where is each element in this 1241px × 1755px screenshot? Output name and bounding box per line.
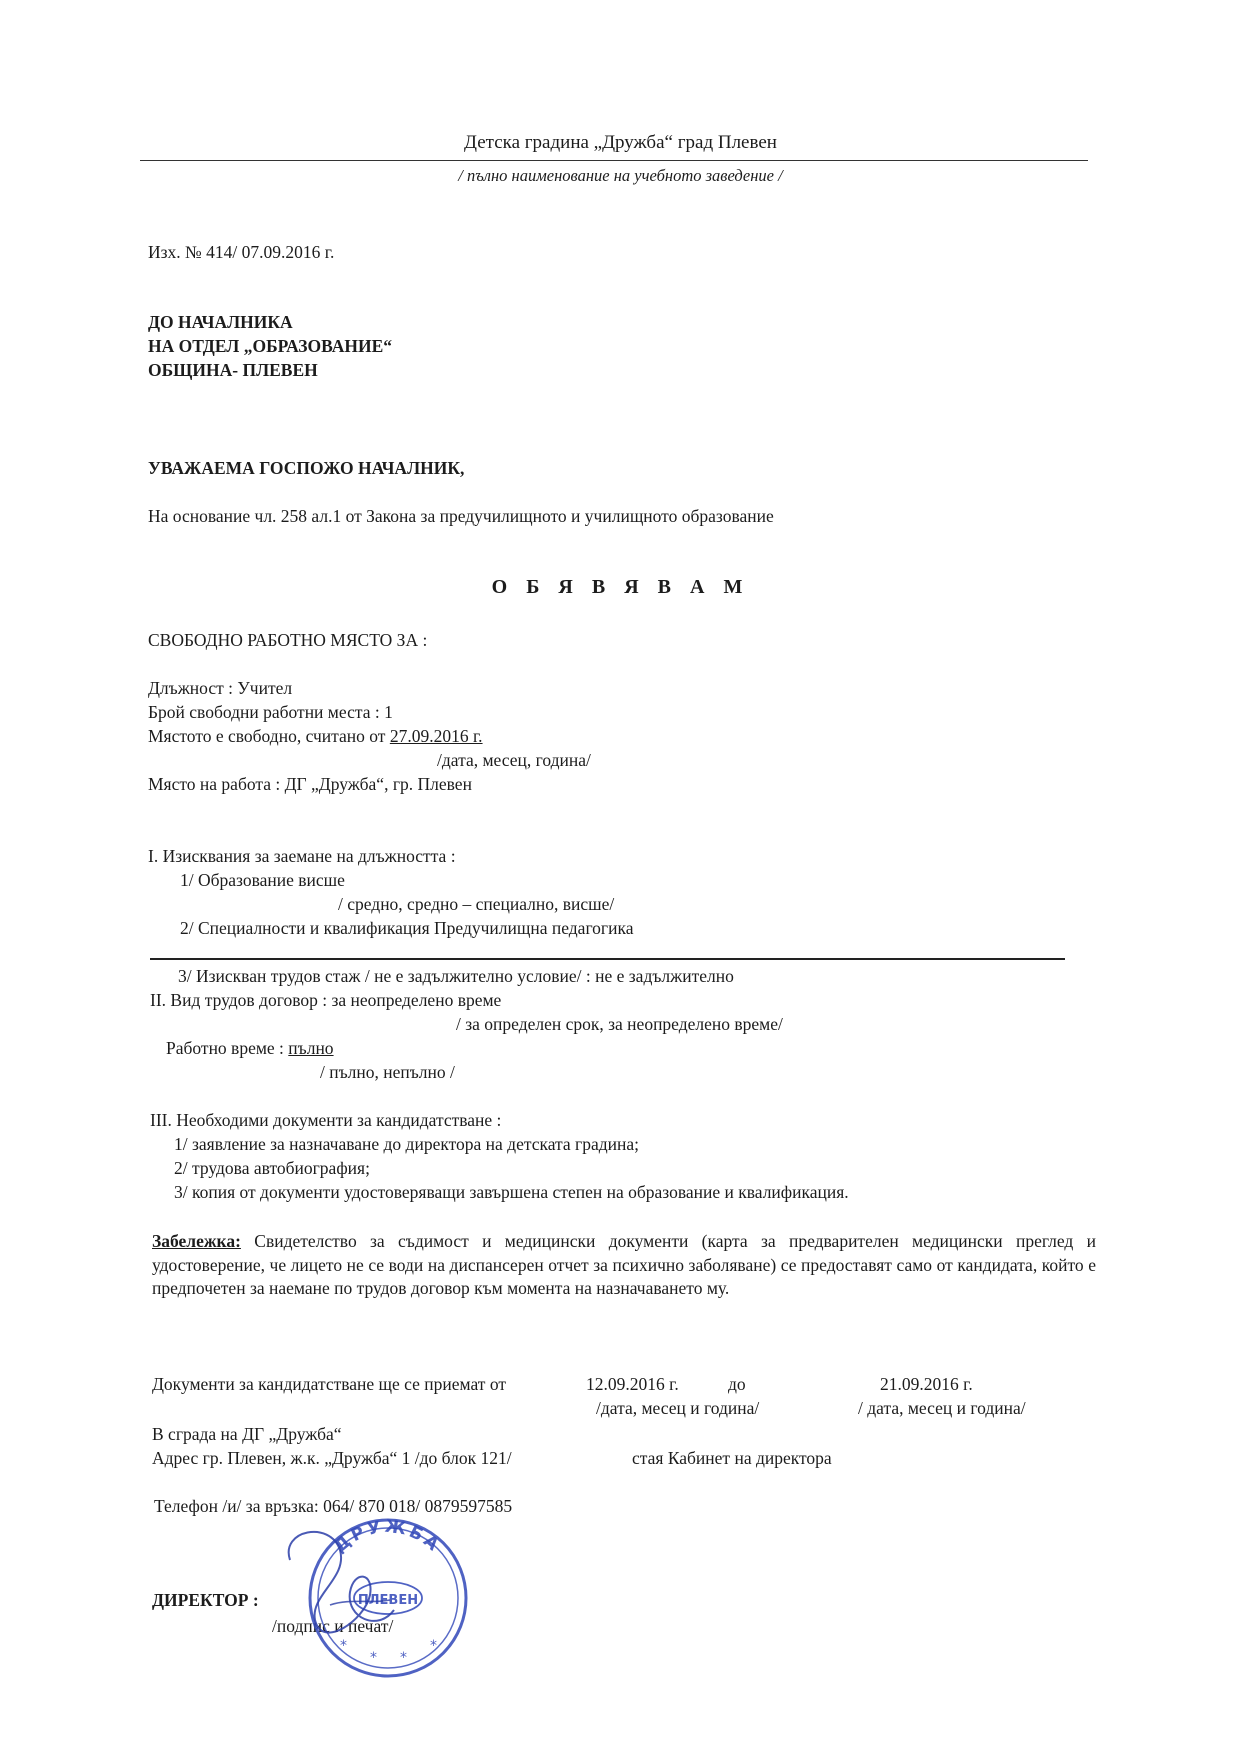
- document-item: 3/ копия от документи удостоверяващи завършена степен на образование и квалификация.: [174, 1182, 849, 1202]
- working-hours-caption: / пълно, непълно /: [320, 1062, 455, 1082]
- submission-from-date: 12.09.2016 г.: [586, 1374, 679, 1394]
- addressee-line-3: ОБЩИНА- ПЛЕВЕН: [148, 360, 318, 380]
- salutation: УВАЖАЕМА ГОСПОЖО НАЧАЛНИК,: [148, 458, 465, 478]
- working-hours-line: [166, 1038, 334, 1059]
- requirement-experience: 3/ Изискван трудов стаж / не е задължително условие/ : не е задължително: [178, 966, 734, 986]
- stamp-seal: [270, 1500, 500, 1680]
- submission-label: Документи за кандидатстване ще се приемат от: [152, 1374, 506, 1394]
- addressee-line-2: НА ОТДЕЛ „ОБРАЗОВАНИЕ“: [148, 336, 392, 356]
- note-paragraph: [152, 1230, 1096, 1301]
- from-date-caption: /дата, месец и година/: [596, 1398, 760, 1418]
- stamp-center-text: ПЛЕВЕН: [357, 1593, 419, 1608]
- education-caption: / средно, средно – специално, висше/: [338, 894, 615, 914]
- contract-type: II. Вид трудов договор : за неопределено време: [150, 990, 502, 1010]
- requirement-education: 1/ Образование висше: [180, 870, 345, 890]
- svg-text:*: *: [400, 1650, 407, 1666]
- document-item: 2/ трудова автобиография;: [174, 1158, 370, 1178]
- svg-text:*: *: [430, 1638, 437, 1654]
- free-from-label: Мястото е свободно, считано от: [148, 726, 390, 746]
- free-from-date: 27.09.2016 г.: [389, 726, 483, 746]
- submission-to-date: 21.09.2016 г.: [880, 1374, 973, 1394]
- reference-number: Изх. № 414/ 07.09.2016 г.: [148, 242, 335, 262]
- to-date-caption: / дата, месец и година/: [858, 1398, 1026, 1418]
- documents-title: III. Необходими документи за кандидатстване :: [150, 1110, 502, 1130]
- document-item: 1/ заявление за назначаване до директора на детската градина;: [174, 1134, 639, 1154]
- signature-caption: /подпис и печат/: [272, 1616, 394, 1636]
- institution-name: Детска градина „Дружба“ град Плевен: [464, 132, 777, 153]
- legal-basis: На основание чл. 258 ал.1 от Закона за предучилищното и училищното образование: [148, 506, 774, 526]
- section-rule: [150, 958, 1065, 960]
- room: стая Кабинет на директора: [632, 1448, 832, 1468]
- addressee-line-1: ДО НАЧАЛНИКА: [148, 312, 293, 332]
- svg-text:*: *: [370, 1650, 377, 1666]
- contract-caption: / за определен срок, за неопределено време/: [456, 1014, 783, 1034]
- position-title: Длъжност : Учител: [148, 678, 293, 698]
- working-hours-value: пълно: [288, 1038, 334, 1058]
- svg-text:ДРУЖБА: [331, 1517, 445, 1557]
- vacancy-title: СВОБОДНО РАБОТНО МЯСТО ЗА :: [148, 630, 428, 650]
- institution-caption: / пълно наименование на учебното заведение /: [458, 166, 783, 185]
- svg-text:*: *: [340, 1638, 347, 1654]
- free-from-line: [148, 726, 483, 747]
- submission-to-word: до: [728, 1374, 746, 1394]
- note-label: Забележка:: [152, 1231, 241, 1251]
- director-title: ДИРЕКТОР :: [152, 1590, 259, 1610]
- announce-heading: О Б Я В Я В А М: [491, 576, 750, 598]
- free-from-caption: /дата, месец, година/: [437, 750, 591, 770]
- requirements-title: I. Изисквания за заемане на длъжността :: [148, 846, 456, 866]
- phone: Телефон /и/ за връзка: 064/ 870 018/ 0879597585: [154, 1496, 513, 1516]
- header-rule: [140, 160, 1088, 161]
- workplace: Място на работа : ДГ „Дружба“, гр. Плевен: [148, 774, 472, 794]
- note-text: Свидетелство за съдимост и медицински документи (карта за предварителен медицински преглед и удостоверение, че лицето не се води на диспансерен отчет за психично заболяване) се предоставят само от кандидата, който е предпочетен за наемане по трудов договор към момента на назначаването му.: [152, 1231, 1096, 1298]
- building: В сграда на ДГ „Дружба“: [152, 1424, 342, 1444]
- stamp-top-text: ДРУЖБА: [330, 1516, 445, 1557]
- requirement-specialty: 2/ Специалности и квалификация Предучилищна педагогика: [180, 918, 634, 938]
- address: Адрес гр. Плевен, ж.к. „Дружба“ 1 /до блок 121/: [152, 1448, 512, 1468]
- working-hours-label: Работно време :: [166, 1038, 289, 1058]
- position-count: Брой свободни работни места : 1: [148, 702, 393, 722]
